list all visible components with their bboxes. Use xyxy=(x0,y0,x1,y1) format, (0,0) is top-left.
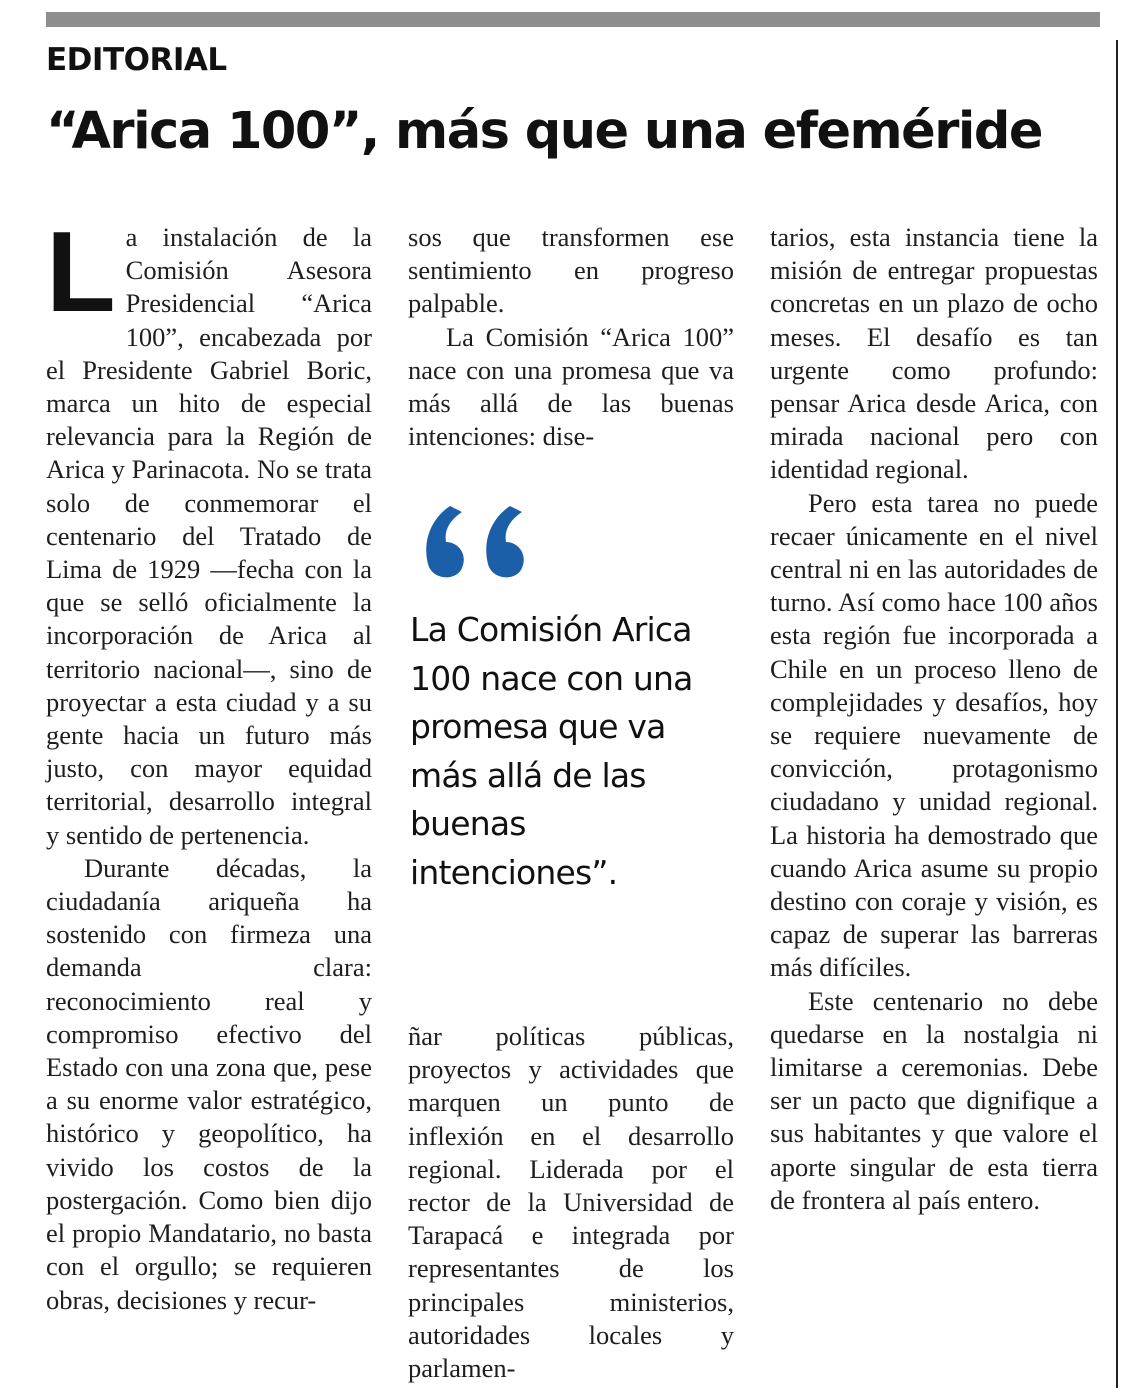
article-column-3 xyxy=(770,221,1098,1217)
pull-quote: La Comisión Arica 100 nace con una promesa que va más allá de las buenas intenciones”. xyxy=(410,610,693,892)
paragraph-3-continued: ñar políticas públicas, proyectos y actividades que marquen un punto de inflexión en el desarrollo regional. Liderada por el rector de la Universidad de Tarapacá e integrada por representantes de los principales ministerios, autoridades locales y parlamen- xyxy=(408,1021,734,1384)
drop-cap: L xyxy=(46,209,116,336)
opening-quote-icon xyxy=(412,478,542,588)
article-column-1 xyxy=(46,209,372,1317)
paragraph-2-continued: sos que transformen ese sentimiento en progreso palpable. xyxy=(408,222,734,319)
paragraph-3-end: tarios, esta instancia tiene la misión de entregar propuestas concretas en un plazo de ocho meses. El desafío es tan urgente como profundo: pensar Arica desde Arica, con mirada nacional pero con identidad regional. xyxy=(770,222,1098,485)
article-column-2-bottom xyxy=(408,1020,734,1385)
paragraph-1-text: a instalación de la Comisión Asesora Presidencial “Arica 100”, encabezada por el Presidente Gabriel Boric, marca un hito de especial relevancia para la Región de Arica y Parinacota. No se trata solo de conmemorar el centenario del Tratado de Lima de 1929 —fecha con la que se selló oficialmente la incorporación de Arica al territorio nacional—, sino de proyectar a esta ciudad y a su gente hacia un futuro más justo, con mayor equidad territorial, desarrollo integral y sentido de pertenencia. xyxy=(46,222,372,850)
paragraph-1 xyxy=(46,209,372,852)
section-label: EDITORIAL xyxy=(46,42,227,78)
opening-quote-icon-svg xyxy=(412,478,542,588)
paragraph-4: Pero esta tarea no puede recaer únicamente en el nivel central ni en las autoridades de turno. Así como hace 100 años esta región fue incorporada a Chile en un proceso lleno de complejidades y desafíos, hoy se requiere nuevamente de convicción, protagonismo ciudadano y unidad regional. La historia ha demostrado que cuando Arica asume su propio destino con coraje y visión, es capaz de superar las barreras más difíciles. xyxy=(770,487,1098,983)
headline: “Arica 100”, más que una efeméride xyxy=(46,102,1042,161)
paragraph-3: La Comisión “Arica 100” nace con una promesa que va más allá de las buenas intenciones: dise- xyxy=(408,321,734,452)
paragraph-5: Este centenario no debe quedarse en la nostalgia ni limitarse a ceremonias. Debe ser un pacto que dignifique a sus habitantes y que valore el aporte singular de esta tierra de frontera al país entero. xyxy=(770,985,1098,1215)
right-column-rule xyxy=(1116,40,1118,1388)
paragraph-2: Durante décadas, la ciudadanía ariqueña ha sostenido con firmeza una demanda clara: reconocimiento real y compromiso efectivo del Estado con una zona que, pese a su enorme valor estratégico, histórico y geopolítico, ha vivido los costos de la postergación. Como bien dijo el propio Mandatario, no basta con el orgullo; se requieren obras, decisiones y recur- xyxy=(46,852,372,1315)
top-rule-bar xyxy=(46,12,1100,27)
article-column-2-top xyxy=(408,221,734,453)
